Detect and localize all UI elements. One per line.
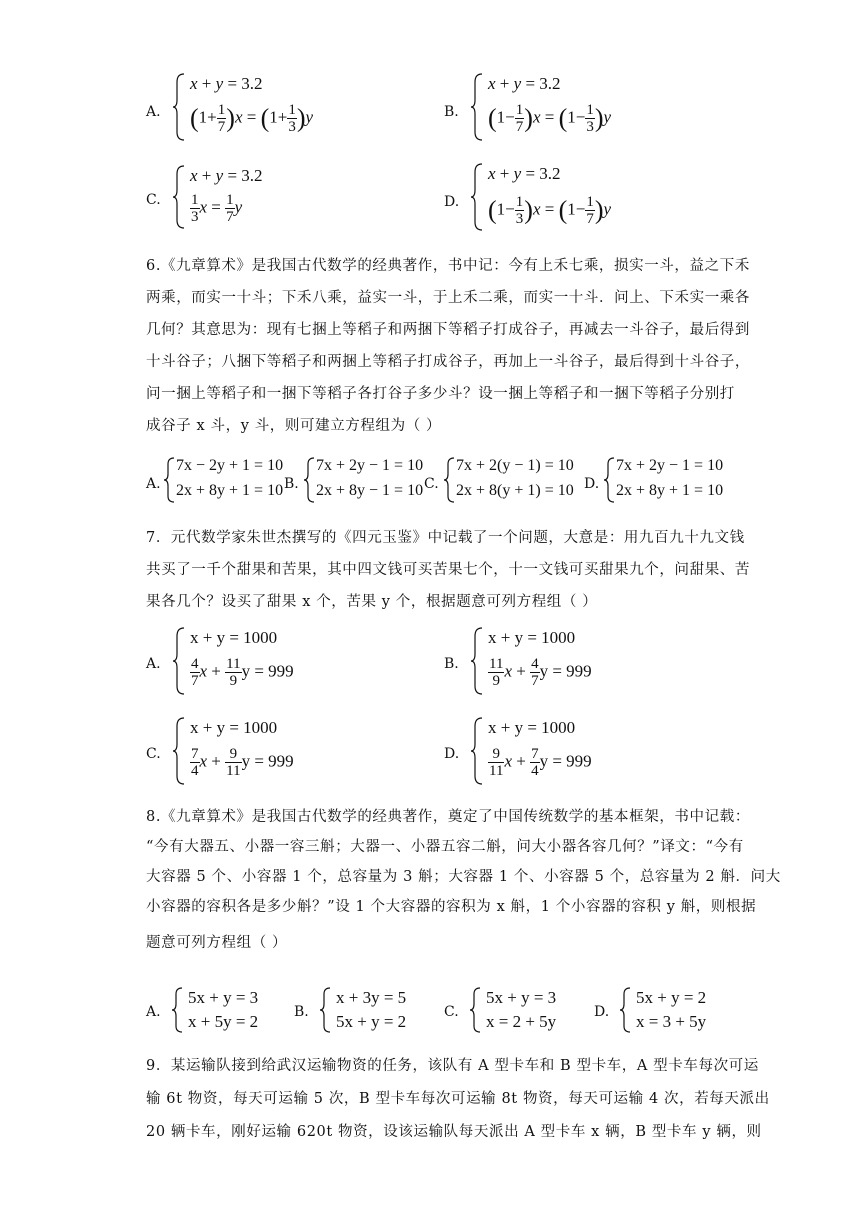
q6-option-a[interactable] xyxy=(146,456,284,506)
brace-icon xyxy=(468,986,482,1034)
q8-option-a[interactable] xyxy=(146,986,286,1036)
question-6-text: 6.《九章算术》是我国古代数学的经典著作，书中记：今有上禾七乘，损实一斗，益之下禾 两乘，而实一十斗；下禾八乘，益实一斗，于上禾二乘，而实一十斗．问上、下禾实一乘各 几何？其意思为：现有七捆上等稻子和两捆下等稻子打成谷子，再减去一斗谷子，最后得到 十斗谷子；八捆下等稻子和两捆上等稻子打成谷子，再加上一斗谷子，最后得到十斗谷子， 问一捆上等稻子和一捆下等稻子各打谷子多少斗？设一捆上等稻子和一捆下等稻子分别打 成谷子 x 斗，y 斗，则可建立方程组为（ ） xyxy=(146,258,750,434)
q7-option-a[interactable] xyxy=(146,626,436,698)
option-letter: B. xyxy=(444,656,459,672)
equation-row-1: 5x + y = 3 xyxy=(188,988,259,1007)
q5-option-b[interactable] xyxy=(444,72,724,142)
equation-row-2: (1+ $\frac{1}{7}$ )x = (1+ $\frac{1}{3}$ )y xyxy=(190,102,314,135)
brace-icon xyxy=(602,456,616,504)
equation-row-1: x + y = 1000 xyxy=(488,718,576,737)
equation-row-1: 7x + 2y − 1 = 10 xyxy=(316,457,424,474)
equation-row-2: x = 3 + 5y xyxy=(636,1012,707,1031)
brace-icon xyxy=(470,162,484,232)
option-letter: B. xyxy=(284,476,299,492)
equation-row-2: (1− $\frac{1}{3}$ )x = (1− $\frac{1}{7}$ )y xyxy=(488,194,612,227)
equation-row-2: (1− $\frac{1}{7}$ )x = (1− $\frac{1}{3}$ )y xyxy=(488,102,612,135)
equation-row-2: 2x + 8y − 1 = 10 xyxy=(316,482,424,499)
question-7-text: 7．元代数学家朱世杰撰写的《四元玉鉴》中记载了一个问题，大意是：用九百九十九文钱 共买了一千个甜果和苦果，其中四文钱可买苦果七个，十一文钱可买甜果九个，问甜果、苦 果各几个？设买了甜果 x 个，苦果 y 个，根据题意可列方程组（ ） xyxy=(146,530,750,610)
equation-row-2: x = 2 + 5y xyxy=(486,1012,557,1031)
brace-icon xyxy=(162,456,176,504)
equation-row-1: x + y = 1000 xyxy=(488,628,576,647)
equation-row-2: 5x + y = 2 xyxy=(336,1012,407,1031)
equation-row-1: 5x + y = 2 xyxy=(636,988,707,1007)
q8-option-b[interactable] xyxy=(294,986,434,1036)
option-letter: D. xyxy=(444,194,460,210)
question-8-text: 8.《九章算术》是我国古代数学的经典著作，奠定了中国传统数学的基本框架，书中记载： “今有大器五、小器一容三斛；大器一、小器五容二斛，问大小器各容几何？”译文：“今有 大容器 5 个、小容器 1 个，总容量为 3 斛；大容器 1 个、小容器 5 个，总容量为 2 斛．问大 小容器的容积各是多少斛？”设 1 个大容器的容积为 x 斛，1 个小容器的容积 y 斛，则根据 题意可列方程组（ ） xyxy=(146,809,781,951)
option-letter: C. xyxy=(146,192,161,208)
equation-row-1: 5x + y = 3 xyxy=(486,988,557,1007)
brace-icon xyxy=(442,456,456,504)
q7-option-c[interactable] xyxy=(146,716,436,788)
brace-icon xyxy=(172,164,186,230)
q7-option-d[interactable] xyxy=(444,716,734,788)
brace-icon xyxy=(470,72,484,142)
equation-row-1: 7x + 2y − 1 = 10 xyxy=(616,457,724,474)
equation-row-1: 7x + 2(y − 1) = 10 xyxy=(456,457,574,474)
option-letter: B. xyxy=(444,104,459,120)
equation-row-2: 2x + 8y + 1 = 10 xyxy=(616,482,724,499)
option-letter: A. xyxy=(146,656,161,672)
q5-option-d[interactable] xyxy=(444,162,724,234)
option-letter: A. xyxy=(146,1004,161,1020)
option-letter: B. xyxy=(294,1004,309,1020)
q6-option-d[interactable] xyxy=(584,456,724,506)
equation-row-1: x + y = 3.2 xyxy=(190,166,263,185)
option-letter: C. xyxy=(444,1004,459,1020)
q6-option-c[interactable] xyxy=(424,456,584,506)
option-letter: A. xyxy=(146,104,161,120)
brace-icon xyxy=(618,986,632,1034)
equation-row-2: $\frac{11}{9}$ x + $\frac{4}{7}$ y = 999 xyxy=(489,656,592,689)
option-letter: A. xyxy=(146,476,161,492)
brace-icon xyxy=(470,716,484,786)
equation-row-1: 7x − 2y + 1 = 10 xyxy=(176,457,284,474)
option-letter: C. xyxy=(424,476,439,492)
q5-option-a[interactable] xyxy=(146,72,426,142)
option-letter: D. xyxy=(584,476,600,492)
equation-row-1: x + y = 3.2 xyxy=(488,164,561,183)
equation-row-1: x + y = 3.2 xyxy=(190,74,263,93)
brace-icon xyxy=(302,456,316,504)
equation-row-2: $\frac{1}{3}$ x = $\frac{1}{7}$ y xyxy=(191,192,243,225)
q6-option-b[interactable] xyxy=(284,456,424,506)
option-letter: D. xyxy=(594,1004,610,1020)
brace-icon xyxy=(172,72,186,142)
brace-icon xyxy=(470,626,484,696)
q5-option-c[interactable] xyxy=(146,164,426,234)
brace-icon xyxy=(318,986,332,1034)
equation-row-2: x + 5y = 2 xyxy=(188,1012,259,1031)
q7-option-b[interactable] xyxy=(444,626,734,698)
brace-icon xyxy=(170,986,184,1034)
equation-row-2: 2x + 8y + 1 = 10 xyxy=(176,482,284,499)
option-letter: D. xyxy=(444,746,460,762)
question-9-text: 9．某运输队接到给武汉运输物资的任务，该队有 A 型卡车和 B 型卡车，A 型卡车每次可运 输 6t 物资，每天可运输 5 次，B 型卡车每次可运输 8t 物资，每天可运输 4 次，若每天派出 20 辆卡车，刚好运输 620t 物资，设该运输队每天派出 A 型卡车 x 辆，B 型卡车 y 辆，则 xyxy=(146,1058,770,1140)
equation-row-1: x + 3y = 5 xyxy=(336,988,407,1007)
brace-icon xyxy=(172,626,186,696)
equation-row-2: $\frac{7}{4}$ x + $\frac{9}{11}$ y = 999 xyxy=(191,746,294,779)
equation-row-2: $\frac{9}{11}$ x + $\frac{7}{4}$ y = 999 xyxy=(489,746,592,779)
equation-row-2: 2x + 8(y + 1) = 10 xyxy=(456,482,574,499)
brace-icon xyxy=(172,716,186,786)
equation-row-2: $\frac{4}{7}$ x + $\frac{11}{9}$ y = 999 xyxy=(191,656,294,689)
equation-row-1: x + y = 1000 xyxy=(190,718,278,737)
option-letter: C. xyxy=(146,746,161,762)
q8-option-d[interactable] xyxy=(594,986,734,1036)
q8-option-c[interactable] xyxy=(444,986,584,1036)
equation-row-1: x + y = 1000 xyxy=(190,628,278,647)
equation-row-1: x + y = 3.2 xyxy=(488,74,561,93)
